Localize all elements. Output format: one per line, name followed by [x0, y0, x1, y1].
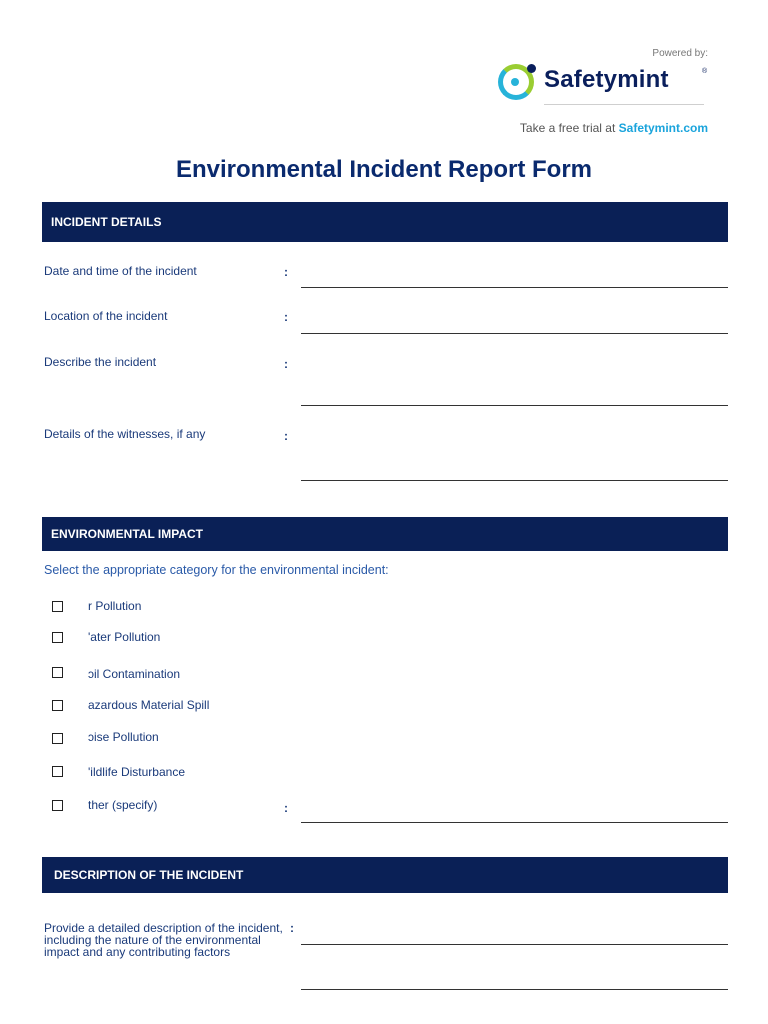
option-label-wildlife-disturbance: 'ildlife Disturbance	[88, 765, 186, 779]
field-colon: :	[284, 429, 288, 443]
safetymint-logo	[498, 62, 710, 112]
date-time-input-line[interactable]	[301, 287, 728, 288]
section-header-description: DESCRIPTION OF THE INCIDENT	[42, 857, 728, 893]
checkbox-noise-pollution[interactable]	[52, 733, 63, 744]
checkbox-air-pollution[interactable]	[52, 601, 63, 612]
checkbox-wildlife-disturbance[interactable]	[52, 766, 63, 777]
witnesses-input-line[interactable]	[301, 480, 728, 481]
field-colon: :	[284, 265, 288, 279]
form-title: Environmental Incident Report Form	[175, 156, 593, 183]
description-input-line-2[interactable]	[301, 989, 728, 990]
free-trial-text	[470, 121, 708, 135]
free-trial-prefix: Take a free trial at	[519, 121, 616, 135]
logo-dot-icon	[527, 64, 536, 73]
option-label-air-pollution: r Pollution	[88, 599, 142, 613]
field-colon: :	[290, 921, 294, 935]
field-label-witnesses: Details of the witnesses, if any	[44, 427, 206, 441]
checkbox-hazardous-spill[interactable]	[52, 700, 63, 711]
checkbox-soil-contamination[interactable]	[52, 667, 63, 678]
field-colon: :	[284, 357, 288, 371]
logo-divider	[544, 104, 704, 105]
field-label-date-time: Date and time of the incident	[44, 264, 197, 278]
impact-instruction: Select the appropriate category for the environmental incident:	[44, 563, 389, 577]
other-specify-input-line[interactable]	[301, 822, 728, 823]
option-label-other: ther (specify)	[88, 798, 158, 812]
location-input-line[interactable]	[301, 333, 728, 334]
describe-input-line[interactable]	[301, 405, 728, 406]
field-colon: :	[284, 801, 288, 815]
option-label-soil-contamination: ɔil Contamination	[88, 667, 181, 681]
description-label: Provide a detailed description of the incident, including the nature of the environmental impact and any contributing factors	[44, 921, 283, 959]
brand-name: Safetymint	[544, 66, 669, 93]
option-label-water-pollution: 'ater Pollution	[88, 630, 161, 644]
field-label-location: Location of the incident	[44, 309, 168, 323]
description-input-line-1[interactable]	[301, 944, 728, 945]
section-header-environmental-impact: ENVIRONMENTAL IMPACT	[42, 517, 728, 551]
registered-mark: ®	[702, 68, 708, 75]
field-colon: :	[284, 310, 288, 324]
checkbox-water-pollution[interactable]	[52, 632, 63, 643]
section-header-incident-details: INCIDENT DETAILS	[42, 202, 728, 242]
powered-by-label: Powered by:	[652, 48, 708, 59]
safetymint-link[interactable]: Safetymint.com	[618, 121, 708, 135]
field-label-describe: Describe the incident	[44, 355, 157, 369]
option-label-hazardous-spill: azardous Material Spill	[88, 698, 210, 712]
checkbox-other[interactable]	[52, 800, 63, 811]
logo-inner-dot-icon	[511, 78, 519, 86]
option-label-noise-pollution: ɔise Pollution	[88, 730, 159, 744]
